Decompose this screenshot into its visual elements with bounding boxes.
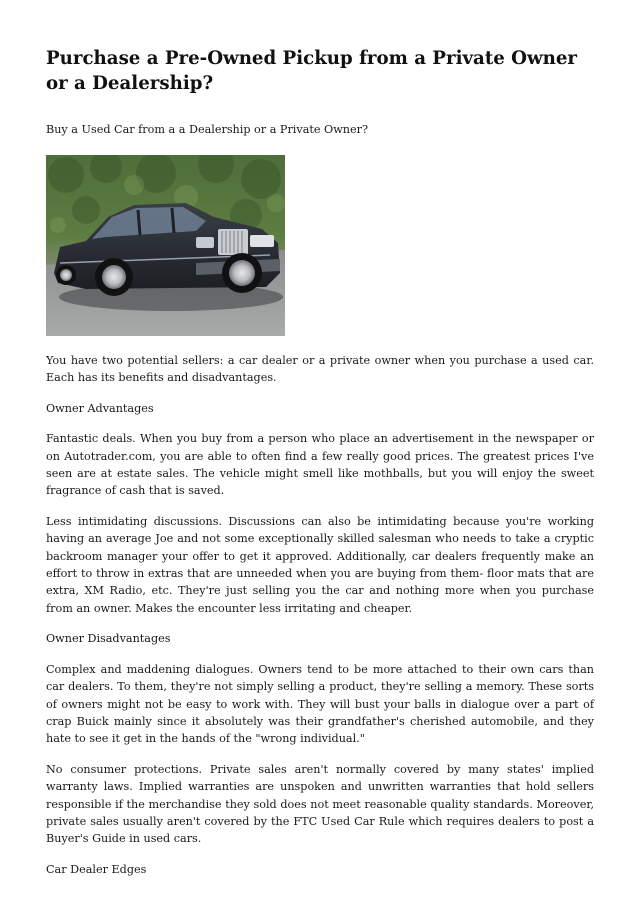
document-page (46, 46, 594, 878)
paragraph-fantastic-deals: Fantastic deals. When you buy from a person who place an advertisement in the newspaper or on Autotrader.com, you are able to often find a few really good prices. The greatest prices I've seen are at estate sales. The vehicle might smell like mothballs, but you will enjoy the sweet fragrance of cash that is saved. (46, 432, 594, 498)
paragraph-no-protections: No consumer protections. Private sales aren't normally covered by many states' implied warranty laws. Implied warranties are unspoken and unwritten warranties that hold sellers responsible if the merchandise they sold does not meet reasonable quality standards. Moreover, private sales usually aren't covered by the FTC Used Car Rule which requires dealers to post a Buyer's Guide in used cars. (46, 762, 594, 846)
paragraph-sellers: You have two potential sellers: a car dealer or a private owner when you purchase a used car. Each has its benefits and disadvantages. (46, 354, 594, 385)
paragraph-complex-dialogues: Complex and maddening dialogues. Owners tend to be more attached to their own cars than car dealers. To them, they're not simply selling a product, they're selling a memory. These sorts of owners might not be easy to work with. They will bust your balls in dialogue over a part of crap Buick mainly since it absolutely was their grandfather's cherished automobile, and they hate to see it get in the hands of the "wrong individual." (46, 662, 594, 746)
subtitle: Buy a Used Car from a a Dealership or a Private Owner? (46, 123, 368, 136)
heading-owner-advantages: Owner Advantages (46, 401, 154, 415)
paragraph-less-intimidating: Less intimidating discussions. Discussions can also be intimidating because you're working having an average Joe and not some exceptionally skilled salesman who needs to take a cryptic backroom manager your offer to get it approved. Additionally, car dealers frequently make an effort to throw in extras that are unneeded when you are buying from them- floor mats that are extra, XM Radio, etc. They're just selling you the car and nothing more when you purchase from an owner. Makes the encounter less irritating and cheaper. (46, 514, 594, 615)
page-title: Purchase a Pre-Owned Pickup from a Private Owner or a Dealership? (46, 48, 578, 94)
car-photo (46, 155, 285, 336)
heading-owner-disadvantages: Owner Disadvantages (46, 632, 171, 646)
heading-car-dealer-edges: Car Dealer Edges (46, 862, 147, 876)
